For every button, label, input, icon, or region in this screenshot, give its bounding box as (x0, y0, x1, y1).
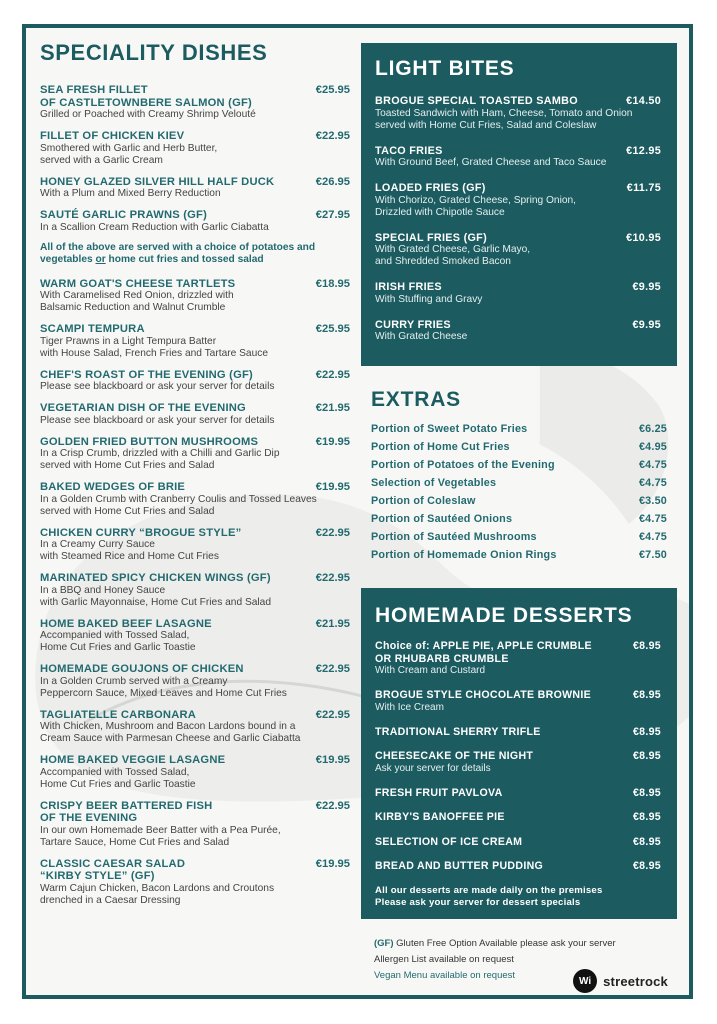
dessert-item (375, 860, 661, 873)
gf-tag: (GF) (374, 938, 394, 949)
menu-item-description: With Caramelised Red Onion, drizzled with Balsamic Reduction and Walnut Crumble (40, 290, 234, 313)
light-bite-name: IRISH FRIES (375, 281, 442, 293)
dessert-description: Ask your server for details (375, 762, 491, 774)
speciality-group-2 (40, 278, 350, 907)
extra-price: €4.75 (638, 459, 667, 471)
light-bite-price: €11.75 (626, 182, 661, 194)
dessert-name: BREAD AND BUTTER PUDDING (375, 860, 544, 872)
menu-item-price: €25.95 (315, 84, 350, 96)
menu-item (40, 481, 350, 518)
menu-item-price: €27.95 (315, 209, 350, 221)
vegan-note: Vegan Menu available on request (374, 970, 516, 981)
desserts-footer-note (375, 885, 661, 909)
menu-frame (22, 24, 693, 999)
brand-badge: Wi (573, 969, 597, 993)
menu-item-price: €22.95 (315, 572, 350, 584)
menu-item-description: With a Plum and Mixed Berry Reduction (40, 188, 221, 199)
light-bite-name: LOADED FRIES (GF) (375, 182, 486, 194)
streetrock-logo-icon (573, 969, 668, 993)
dessert-item (375, 726, 661, 739)
dessert-header (375, 750, 661, 763)
light-bite-header (375, 319, 661, 332)
light-bite-header (375, 281, 661, 294)
menu-item-price: €22.95 (315, 708, 350, 721)
menu-item-name: HOME BAKED BEEF LASAGNE (40, 617, 212, 630)
extra-price: €7.50 (638, 549, 667, 561)
menu-item-description: In a BBQ and Honey Sauce with Garlic Mayonnaise, Home Cut Fries and Salad (40, 584, 272, 608)
menu-item (40, 527, 350, 564)
menu-item-description: Please see blackboard or ask your server for details (40, 381, 275, 392)
menu-item-name: CRISPY BEER BATTERED FISH OF THE EVENING (40, 799, 213, 824)
menu-item-name: CHICKEN CURRY “BROGUE STYLE” (40, 526, 242, 539)
menu-item (40, 176, 350, 201)
menu-item-description: With Chicken, Mushroom and Bacon Lardons bound in a Cream Sauce with Parmesan Cheese and Garlic Ciabatta (40, 721, 301, 744)
menu-item (40, 402, 350, 427)
extra-item (371, 438, 667, 456)
menu-item-description: In a Golden Crumb served with a Creamy Peppercorn Sauce, Mixed Leaves and Home Cut Fries (40, 675, 287, 699)
dessert-price: €8.95 (632, 835, 661, 848)
menu-item-header (40, 858, 350, 883)
menu-item-name: GOLDEN FRIED BUTTON MUSHROOMS (40, 435, 259, 448)
extra-name: Portion of Homemade Onion Rings (371, 549, 557, 561)
light-bite-item (375, 182, 661, 219)
menu-item-name: SEA FRESH FILLET OF CASTLETOWNBERE SALMON (GF) (40, 84, 252, 109)
menu-item (40, 709, 350, 746)
extra-price: €4.95 (638, 441, 667, 453)
menu-item-price: €18.95 (315, 277, 350, 290)
dessert-name: Choice of: APPLE PIE, APPLE CRUMBLE OR RHUBARB CRUMBLE (375, 640, 592, 665)
menu-item-header (40, 176, 350, 189)
note-text-b: home cut fries and tossed salad (105, 254, 264, 265)
light-bite-header (375, 95, 661, 108)
menu-item-price: €22.95 (315, 130, 350, 142)
extra-name: Portion of Sautéed Mushrooms (371, 531, 537, 543)
extra-item (371, 456, 667, 474)
note-text-or: or (95, 254, 106, 265)
menu-item-header (40, 618, 350, 631)
extras-section (371, 388, 667, 564)
speciality-dishes-title: SPECIALITY DISHES (40, 40, 268, 65)
dessert-item (375, 811, 661, 824)
menu-item-description: In a Golden Crumb with Cranberry Coulis and Tossed Leaves served with Home Cut Fries and Salad (40, 493, 317, 517)
light-bite-item (375, 95, 661, 132)
extras-title: EXTRAS (371, 388, 461, 411)
dessert-price: €8.95 (632, 786, 661, 799)
menu-item-price: €25.95 (315, 323, 350, 335)
dessert-name: SELECTION OF ICE CREAM (375, 835, 523, 848)
light-bite-header (375, 232, 661, 245)
desserts-list (375, 640, 661, 873)
menu-item-price: €22.95 (315, 799, 350, 812)
extra-name: Portion of Potatoes of the Evening (371, 459, 555, 471)
served-with-note (40, 242, 350, 267)
menu-item-description: In a Scallion Cream Reduction with Garlic Ciabatta (40, 221, 269, 233)
menu-item-header (40, 278, 350, 291)
menu-item-description: Tiger Prawns in a Light Tempura Batter with House Salad, French Fries and Tartare Sauce (40, 335, 269, 359)
menu-item-header (40, 800, 350, 825)
light-bite-item (375, 319, 661, 344)
dessert-name: CHEESECAKE OF THE NIGHT (375, 750, 534, 762)
dessert-price: €8.95 (632, 640, 661, 652)
menu-item-name: FILLET OF CHICKEN KIEV (40, 130, 185, 142)
menu-item (40, 209, 350, 234)
extra-item (371, 528, 667, 546)
light-bite-item (375, 232, 661, 269)
menu-item (40, 436, 350, 473)
menu-item-price: €26.95 (315, 175, 350, 188)
dessert-name: KIRBY'S BANOFFEE PIE (375, 811, 505, 823)
dessert-item (375, 689, 661, 714)
light-bite-description: With Grated Cheese (375, 331, 468, 342)
menu-item-header (40, 709, 350, 722)
menu-item-name: HOMEMADE GOUJONS OF CHICKEN (40, 663, 244, 675)
menu-item-description: Please see blackboard or ask your server for details (40, 414, 275, 426)
dessert-price: €8.95 (632, 860, 661, 872)
menu-item-header (40, 481, 350, 494)
extra-item (371, 510, 667, 528)
menu-item-name: CHEF'S ROAST OF THE EVENING (GF) (40, 368, 253, 381)
menu-item-price: €19.95 (315, 435, 350, 448)
light-bite-price: €12.95 (626, 144, 661, 157)
speciality-group-1 (40, 84, 350, 234)
menu-item (40, 84, 350, 121)
menu-item-description: Smothered with Garlic and Herb Butter, served with a Garlic Cream (40, 142, 218, 166)
light-bite-description: With Stuffing and Gravy (375, 293, 483, 305)
dessert-header (375, 811, 661, 824)
note-text-a: All of the above are served with a choice of potatoes and vegetables (40, 241, 316, 265)
menu-item-name: HONEY GLAZED SILVER HILL HALF DUCK (40, 175, 275, 188)
extra-price: €4.75 (638, 513, 667, 525)
menu-item (40, 323, 350, 360)
dessert-header (375, 787, 661, 800)
light-bites-title: LIGHT BITES (375, 57, 515, 80)
extras-list (371, 420, 667, 564)
menu-item-price: €21.95 (315, 402, 350, 414)
dessert-item (375, 750, 661, 775)
extra-item (371, 492, 667, 510)
menu-item-name: WARM GOAT'S CHEESE TARTLETS (40, 277, 236, 290)
light-bite-name: TACO FRIES (375, 144, 443, 157)
menu-footer (374, 936, 674, 989)
extra-item (371, 420, 667, 438)
light-bite-price: €14.50 (626, 95, 661, 107)
menu-item-description: Warm Cajun Chicken, Bacon Lardons and Croutons drenched in a Caesar Dressing (40, 882, 275, 906)
menu-item-price: €22.95 (315, 663, 350, 675)
dessert-price: €8.95 (632, 750, 661, 762)
dessert-item (375, 787, 661, 800)
menu-item-name: VEGETARIAN DISH OF THE EVENING (40, 402, 246, 414)
menu-item-header (40, 754, 350, 767)
dessert-name: TRADITIONAL SHERRY TRIFLE (375, 725, 541, 738)
extra-price: €4.75 (638, 477, 667, 489)
dessert-header (375, 640, 661, 665)
menu-item (40, 800, 350, 849)
allergen-note: Allergen List available on request (374, 954, 514, 965)
menu-item-description: In a Creamy Curry Sauce with Steamed Rice and Home Cut Fries (40, 539, 219, 562)
menu-item-name: SAUTÉ GARLIC PRAWNS (GF) (40, 209, 208, 221)
extra-price: €3.50 (638, 495, 667, 507)
menu-item (40, 369, 350, 394)
desserts-panel (361, 588, 677, 919)
menu-item-description: In our own Homemade Beer Batter with a Pea Purée, Tartare Sauce, Home Cut Fries and Salad (40, 824, 281, 848)
extra-item (371, 474, 667, 492)
light-bites-list (375, 95, 661, 343)
light-bite-description: With Chorizo, Grated Cheese, Spring Onion, Drizzled with Chipotle Sauce (375, 194, 577, 218)
menu-item-header (40, 436, 350, 449)
menu-item (40, 754, 350, 791)
dessert-name: BROGUE STYLE CHOCOLATE BROWNIE (375, 689, 591, 701)
menu-item-header (40, 130, 350, 143)
speciality-dishes-column (40, 40, 350, 916)
desserts-footer-line-2: Please ask your server for dessert specials (375, 896, 581, 908)
menu-item-header (40, 402, 350, 415)
menu-item (40, 130, 350, 167)
extra-name: Portion of Coleslaw (371, 495, 476, 507)
dessert-item (375, 640, 661, 677)
dessert-description: With Ice Cream (375, 701, 444, 713)
light-bite-item (375, 145, 661, 170)
light-bite-description: Toasted Sandwich with Ham, Cheese, Tomato and Onion served with Home Cut Fries, Salad and Coleslaw (375, 107, 633, 131)
desserts-title: HOMEMADE DESSERTS (375, 604, 633, 627)
dessert-header (375, 689, 661, 702)
desserts-footer-line-1: All our desserts are made daily on the premises (375, 884, 603, 896)
light-bite-name: SPECIAL FRIES (GF) (375, 231, 487, 244)
dessert-price: €8.95 (632, 811, 661, 823)
menu-item-price: €19.95 (315, 481, 350, 493)
dessert-header (375, 836, 661, 849)
dessert-header (375, 726, 661, 739)
menu-item-price: €19.95 (315, 754, 350, 766)
dessert-description: With Cream and Custard (375, 665, 486, 676)
menu-item-description: Grilled or Poached with Creamy Shrimp Velouté (40, 109, 256, 120)
light-bite-header (375, 182, 661, 195)
light-bite-price: €10.95 (626, 231, 661, 244)
gluten-free-note (374, 936, 674, 952)
menu-item (40, 858, 350, 907)
light-bite-name: BROGUE SPECIAL TOASTED SAMBO (375, 95, 578, 107)
menu-item-name: SCAMPI TEMPURA (40, 323, 145, 335)
menu-item (40, 572, 350, 609)
extra-price: €6.25 (638, 423, 667, 435)
light-bite-price: €9.95 (632, 318, 661, 331)
menu-item-name: TAGLIATELLE CARBONARA (40, 708, 197, 721)
light-bite-description: With Ground Beef, Grated Cheese and Taco Sauce (375, 157, 607, 168)
menu-item-header (40, 369, 350, 382)
menu-item-description: In a Crisp Crumb, drizzled with a Chilli and Garlic Dip served with Home Cut Fries and Salad (40, 448, 280, 471)
menu-item-header (40, 84, 350, 109)
menu-item-header (40, 209, 350, 222)
menu-item (40, 663, 350, 700)
light-bite-item (375, 281, 661, 306)
menu-item-description: Accompanied with Tossed Salad, Home Cut Fries and Garlic Toastie (40, 766, 196, 790)
extra-price: €4.75 (638, 531, 667, 543)
menu-item-name: HOME BAKED VEGGIE LASAGNE (40, 754, 226, 766)
extra-name: Portion of Sautéed Onions (371, 513, 513, 525)
menu-item-price: €19.95 (315, 857, 350, 870)
light-bites-panel (361, 43, 677, 366)
menu-item (40, 618, 350, 655)
menu-item (40, 278, 350, 315)
light-bite-name: CURRY FRIES (375, 318, 451, 331)
menu-item-name: BAKED WEDGES OF BRIE (40, 481, 186, 493)
brand-name: streetrock (603, 973, 668, 989)
dessert-header (375, 860, 661, 873)
menu-item-price: €21.95 (315, 617, 350, 630)
extra-item (371, 546, 667, 564)
menu-item-name: MARINATED SPICY CHICKEN WINGS (GF) (40, 572, 271, 584)
light-bite-header (375, 145, 661, 158)
extra-name: Selection of Vegetables (371, 477, 497, 489)
dessert-name: FRESH FRUIT PAVLOVA (375, 786, 503, 799)
menu-item-price: €22.95 (315, 526, 350, 539)
dessert-price: €8.95 (632, 689, 661, 701)
menu-item-header (40, 663, 350, 676)
menu-item-header (40, 323, 350, 336)
light-bite-description: With Grated Cheese, Garlic Mayo, and Shredded Smoked Bacon (375, 244, 531, 267)
menu-item-header (40, 572, 350, 585)
menu-item-header (40, 527, 350, 540)
light-bite-price: €9.95 (632, 281, 661, 293)
gf-text: Gluten Free Option Available please ask your server (393, 938, 616, 949)
extra-name: Portion of Sweet Potato Fries (371, 423, 528, 435)
dessert-price: €8.95 (632, 725, 661, 738)
extra-name: Portion of Home Cut Fries (371, 441, 510, 453)
menu-item-price: €22.95 (315, 368, 350, 381)
dessert-item (375, 836, 661, 849)
menu-item-description: Accompanied with Tossed Salad, Home Cut Fries and Garlic Toastie (40, 630, 196, 653)
menu-item-name: CLASSIC CAESAR SALAD “KIRBY STYLE” (GF) (40, 857, 186, 882)
